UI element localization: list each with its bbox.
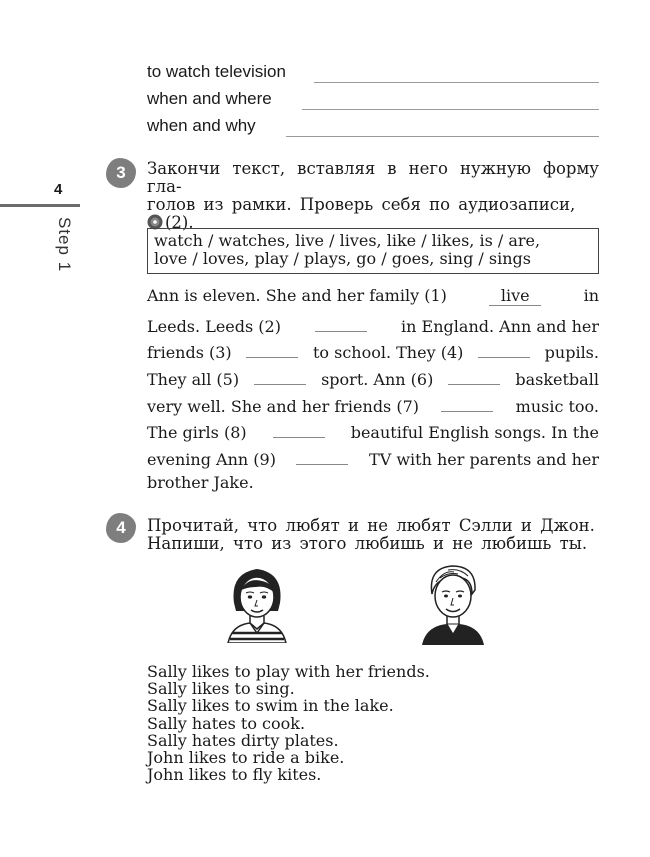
text-line bbox=[147, 473, 599, 497]
margin-divider bbox=[0, 204, 80, 207]
word-box-line: love / loves, play / plays, go / goes, sing / sings bbox=[154, 249, 531, 268]
list-item: Sally likes to swim in the lake. bbox=[147, 696, 394, 716]
instruction-line: Прочитай, что любят и не любят Сэлли и Джон. bbox=[147, 516, 595, 535]
text-segment: basketball bbox=[515, 370, 599, 389]
instruction-line: Напиши, что из этого любишь и не любишь ты. bbox=[147, 534, 588, 553]
text-segment: pupils. bbox=[544, 343, 599, 362]
text-line bbox=[147, 313, 599, 337]
text-segment: TV with her parents and her bbox=[369, 450, 599, 469]
text-line bbox=[147, 286, 599, 310]
list-item: Sally hates to cook. bbox=[147, 713, 306, 733]
answer-line[interactable] bbox=[314, 82, 599, 83]
exercise-instruction bbox=[147, 517, 599, 553]
john-illustration bbox=[418, 560, 488, 645]
text-line bbox=[147, 339, 599, 363]
sally-illustration bbox=[222, 563, 292, 643]
answer-gap[interactable] bbox=[478, 339, 530, 358]
instruction-line: Закончи текст, вставляя в него нужную форму гла- bbox=[147, 159, 599, 196]
question-row bbox=[147, 89, 599, 111]
exercise-instruction bbox=[147, 160, 599, 232]
text-line bbox=[147, 366, 599, 390]
audio-reference: (2). bbox=[165, 213, 194, 232]
answer-gap[interactable] bbox=[246, 339, 298, 358]
text-segment: to school. They (4) bbox=[312, 343, 464, 362]
text-segment: They all (5) bbox=[147, 370, 240, 389]
text-segment: beautiful English songs. In the bbox=[350, 423, 599, 442]
text-line bbox=[147, 393, 599, 417]
question-row bbox=[147, 116, 599, 138]
instruction-line: голов из рамки. Проверь себя по аудиозаписи, bbox=[147, 195, 576, 214]
sentence-list bbox=[147, 663, 430, 783]
answer-line[interactable] bbox=[286, 136, 599, 137]
answer-gap[interactable] bbox=[273, 419, 325, 438]
text-segment: music too. bbox=[515, 397, 599, 416]
text-segment: evening Ann (9) bbox=[147, 450, 276, 469]
list-item: Sally likes to play with her friends. bbox=[147, 662, 430, 681]
question-text: to watch television bbox=[147, 62, 286, 81]
answer-gap[interactable]: live bbox=[489, 287, 541, 306]
list-item: John likes to ride a bike. bbox=[147, 748, 345, 768]
text-segment: very well. She and her friends (7) bbox=[147, 397, 420, 416]
text-line bbox=[147, 446, 599, 470]
text-segment: friends (3) bbox=[147, 343, 232, 362]
answer-gap[interactable] bbox=[441, 393, 493, 412]
step-label: Step 1 bbox=[55, 217, 74, 273]
question-text: when and where bbox=[147, 89, 272, 108]
text-segment: Leeds. Leeds (2) bbox=[147, 317, 281, 336]
answer-line[interactable] bbox=[302, 109, 599, 110]
list-item: John likes to fly kites. bbox=[147, 765, 322, 785]
answer-gap[interactable] bbox=[254, 366, 306, 385]
list-item: Sally hates dirty plates. bbox=[147, 730, 339, 750]
text-line bbox=[147, 419, 599, 443]
exercise-badge: 3 bbox=[106, 158, 136, 188]
word-box-line: watch / watches, live / lives, like / likes, is / are, bbox=[154, 231, 541, 250]
text-segment: brother Jake. bbox=[147, 473, 254, 492]
text-segment: sport. Ann (6) bbox=[321, 370, 434, 389]
question-row bbox=[147, 62, 599, 84]
text-segment: in England. Ann and her bbox=[401, 317, 599, 336]
answer-gap[interactable] bbox=[448, 366, 500, 385]
question-text: when and why bbox=[147, 116, 256, 135]
text-segment: The girls (8) bbox=[147, 423, 247, 442]
answer-gap[interactable] bbox=[296, 446, 348, 465]
exercise-badge: 4 bbox=[106, 513, 136, 543]
list-item: Sally likes to sing. bbox=[147, 679, 295, 699]
word-box bbox=[147, 228, 599, 274]
text-segment: Ann is eleven. She and her family (1) bbox=[147, 286, 447, 305]
page-number: 4 bbox=[54, 181, 63, 198]
text-segment: in bbox=[583, 286, 599, 305]
answer-gap[interactable] bbox=[315, 313, 367, 332]
